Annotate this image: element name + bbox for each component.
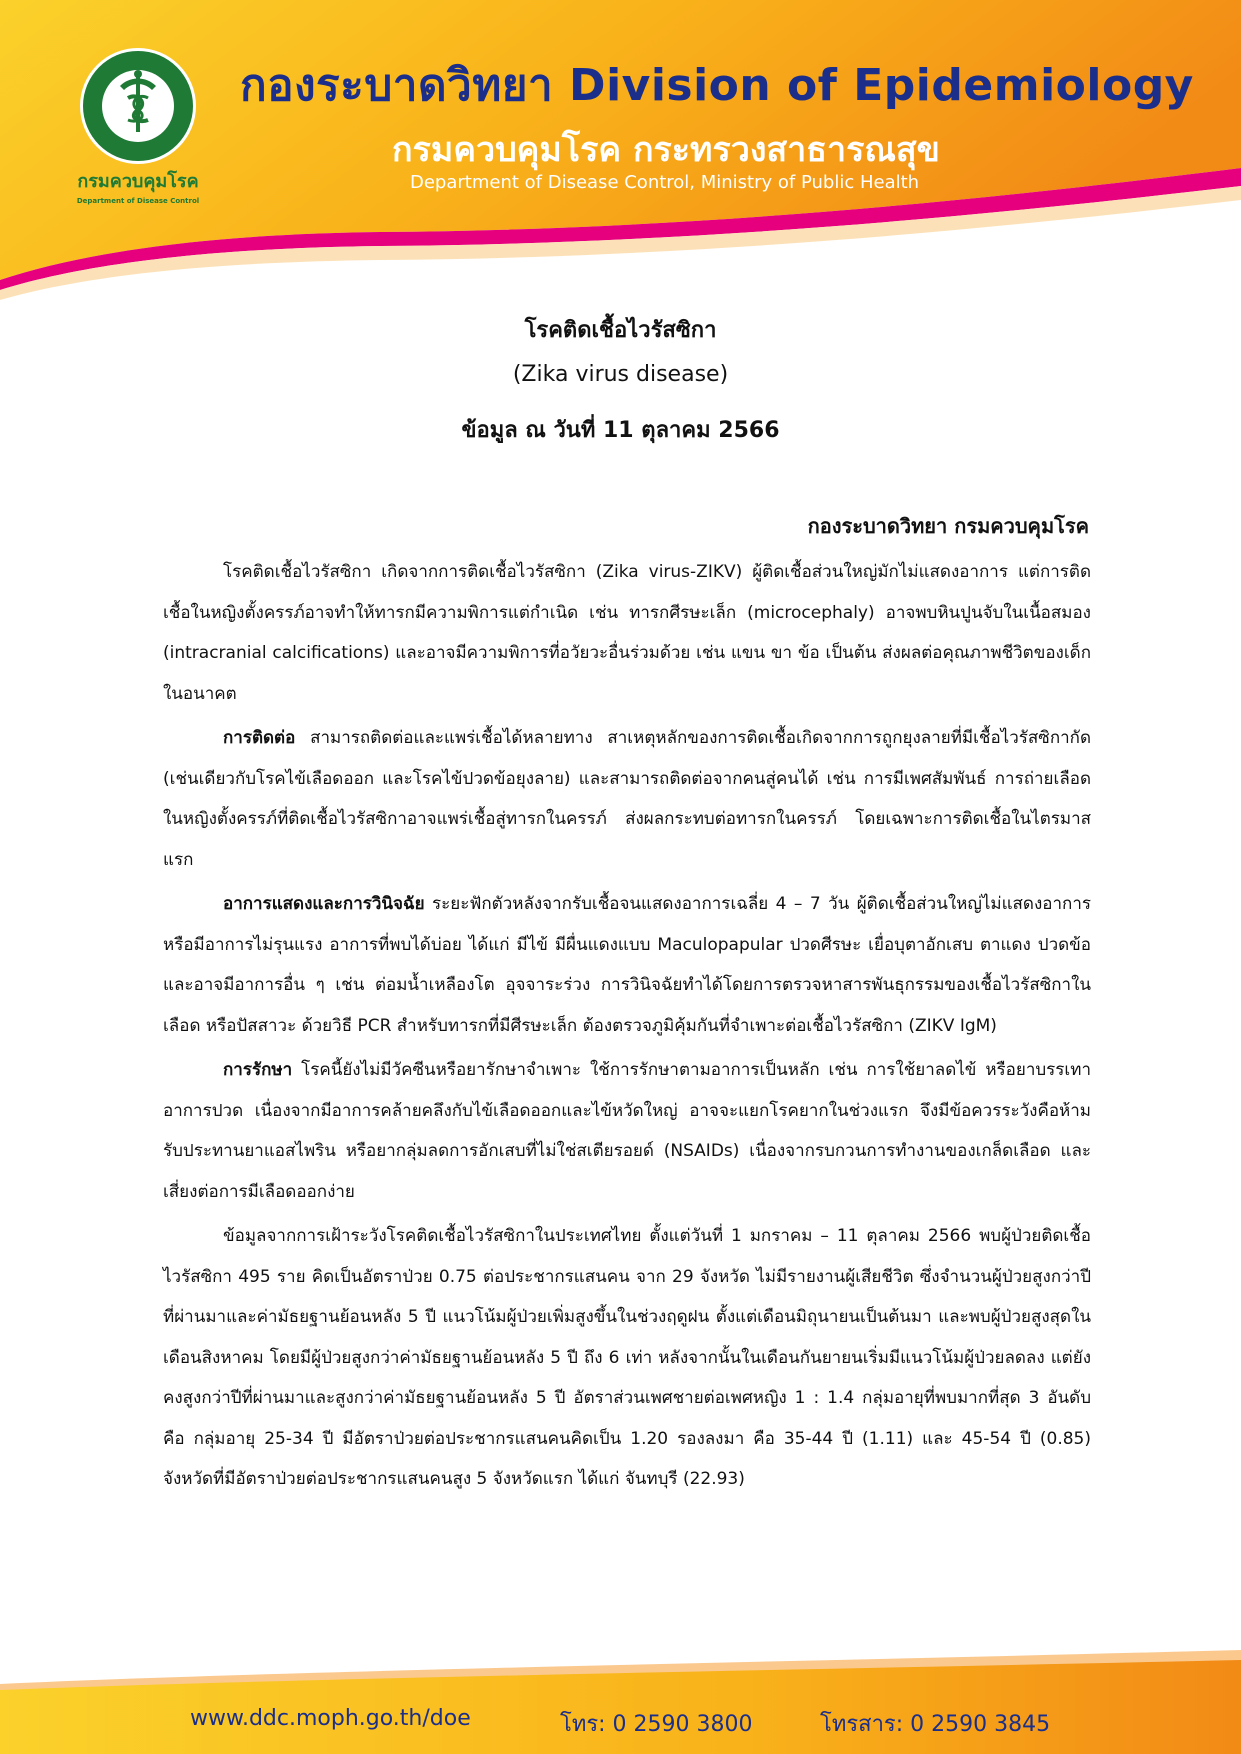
paragraph-lead: การติดต่อ bbox=[223, 728, 296, 748]
paragraph-text: โรคนี้ยังไม่มีวัคซีนหรือยารักษาจำเพาะ ใช้การรักษาตามอาการเป็นหลัก เช่น การใช้ยาลดไข้ หรือยาบรรเทาอาการปวด เนื่องจากมีอาการคล้ายคลึงกับไข้เลือดออกและไข้หวัดใหญ่ อาจจะแยกโรคยากในช่วงแรก จึงมีข้อควรระวังคือห้ามรับประทานยาแอสไพริน หรือยากลุ่มลดการอักเสบที่ไม่ใช่สเตียรอยด์ (NSAIDs) เนื่องจากรบกวนการทำงานของเกล็ดเลือด และเสี่ยงต่อการมีเลือดออกง่าย bbox=[163, 1060, 1091, 1202]
document-date: ข้อมูล ณ วันที่ 11 ตุลาคม 2566 bbox=[461, 418, 780, 443]
logo-caption-eng: Department of Disease Control bbox=[76, 197, 200, 205]
footer-website-link[interactable]: www.ddc.moph.go.th/doe bbox=[190, 1706, 471, 1731]
footer-fax: โทรสาร: 0 2590 3845 bbox=[820, 1712, 1051, 1737]
document-title: โรคติดเชื้อไวรัสซิกา bbox=[524, 318, 717, 343]
ddc-logo bbox=[68, 46, 208, 206]
document-subtitle: (Zika virus disease) bbox=[512, 362, 729, 387]
paragraph-text: ข้อมูลจากการเฝ้าระวังโรคติดเชื้อไวรัสซิกาในประเทศไทย ตั้งแต่วันที่ 1 มกราคม – 11 ตุลาคม 2566 พบผู้ป่วยติดเชื้อไวรัสซิกา 495 ราย คิดเป็นอัตราป่วย 0.75 ต่อประชากรแสนคน จาก 29 จังหวัด ไม่มีรายงานผู้เสียชีวิต ซึ่งจำนวนผู้ป่วยสูงกว่าปีที่ผ่านมาและค่ามัธยฐานย้อนหลัง 5 ปี แนวโน้มผู้ป่วยเพิ่มสูงขึ้นในช่วงฤดูฝน ตั้งแต่เดือนมิถุนายนเป็นต้นมา และพบผู้ป่วยสูงสุดในเดือนสิงหาคม โดยมีผู้ป่วยสูงกว่าค่ามัธยฐานย้อนหลัง 5 ปี ถึง 6 เท่า หลังจากนั้นในเดือนกันยายนเริ่มมีแนวโน้มผู้ป่วยลดลง แต่ยังคงสูงกว่าปีที่ผ่านมาและสูงกว่าค่ามัธยฐานย้อนหลัง 5 ปี อัตราส่วนเพศชายต่อเพศหญิง 1 : 1.4 กลุ่มอายุที่พบมากที่สุด 3 อันดับ คือ กลุ่มอายุ 25-34 ปี มีอัตราป่วยต่อประชากรแสนคนคิดเป็น 1.20 รองลงมา คือ 35-44 ปี (1.11) และ 45-54 ปี (0.85) จังหวัดที่มีอัตราป่วยต่อประชากรแสนคนสูง 5 จังหวัดแรก ได้แก่ จันทบุรี (22.93) bbox=[163, 1226, 1091, 1489]
paragraph-transmission bbox=[163, 718, 1091, 880]
paragraph-lead: การรักษา bbox=[223, 1060, 293, 1080]
department-english: Department of Disease Control, Ministry of Public Health bbox=[410, 172, 920, 193]
paragraph-lead: อาการแสดงและการวินิจฉัย bbox=[223, 894, 425, 914]
paragraph-treatment bbox=[163, 1050, 1091, 1212]
paragraph-symptoms bbox=[163, 884, 1091, 1046]
page-header bbox=[0, 0, 1241, 300]
footer-telephone: โทร: 0 2590 3800 bbox=[560, 1712, 753, 1737]
paragraph-text: สามารถติดต่อและแพร่เชื้อได้หลายทาง สาเหตุหลักของการติดเชื้อเกิดจากการถูกยุงลายที่มีเชื้อไวรัสซิกากัด (เช่นเดียวกับโรคไข้เลือดออก และโรคไข้ปวดข้อยุงลาย) และสามารถติดต่อจากคนสู่คนได้ เช่น การมีเพศสัมพันธ์ การถ่ายเลือด ในหญิงตั้งครรภ์ที่ติดเชื้อไวรัสซิกาอาจแพร่เชื้อสู่ทารกในครรภ์ ส่งผลกระทบต่อทารกในครรภ์ โดยเฉพาะการติดเชื้อในไตรมาสแรก bbox=[163, 728, 1091, 870]
page-footer bbox=[0, 1640, 1241, 1754]
logo-caption-thai: กรมควบคุมโรค bbox=[77, 171, 199, 192]
paragraph-intro bbox=[163, 552, 1091, 714]
department-thai: กรมควบคุมโรค กระทรวงสาธารณสุข bbox=[392, 130, 940, 170]
paragraph-surveillance bbox=[163, 1216, 1091, 1500]
org-title: กองระบาดวิทยา Division of Epidemiology bbox=[240, 60, 1194, 111]
paragraph-text: โรคติดเชื้อไวรัสซิกา เกิดจากการติดเชื้อไวรัสซิกา (Zika virus-ZIKV) ผู้ติดเชื้อส่วนใหญ่มักไม่แสดงอาการ แต่การติดเชื้อในหญิงตั้งครรภ์อาจทำให้ทารกมีความพิการแต่กำเนิด เช่น ทารกศีรษะเล็ก (microcephaly) อาจพบหินปูนจับในเนื้อสมอง (intracranial calcifications) และอาจมีความพิการที่อวัยวะอื่นร่วมด้วย เช่น แขน ขา ข้อ เป็นต้น ส่งผลต่อคุณภาพชีวิตของเด็กในอนาคต bbox=[163, 562, 1091, 704]
document-author: กองระบาดวิทยา กรมควบคุมโรค bbox=[807, 514, 1089, 538]
document-body bbox=[163, 552, 1091, 1504]
paragraph-text: ระยะฟักตัวหลังจากรับเชื้อจนแสดงอาการเฉลี่ย 4 – 7 วัน ผู้ติดเชื้อส่วนใหญ่ไม่แสดงอาการ หรือมีอาการไม่รุนแรง อาการที่พบได้บ่อย ได้แก่ มีไข้ มีผื่นแดงแบบ Maculopapular ปวดศีรษะ เยื่อบุตาอักเสบ ตาแดง ปวดข้อ และอาจมีอาการอื่น ๆ เช่น ต่อมน้ำเหลืองโต อุจจาระร่วง การวินิจฉัยทำได้โดยการตรวจหาสารพันธุกรรมของเชื้อไวรัสซิกาในเลือด หรือปัสสาวะ ด้วยวิธี PCR สำหรับทารกที่มีศีรษะเล็ก ต้องตรวจภูมิคุ้มกันที่จำเพาะต่อเชื้อไวรัสซิกา (ZIKV IgM) bbox=[163, 894, 1091, 1036]
